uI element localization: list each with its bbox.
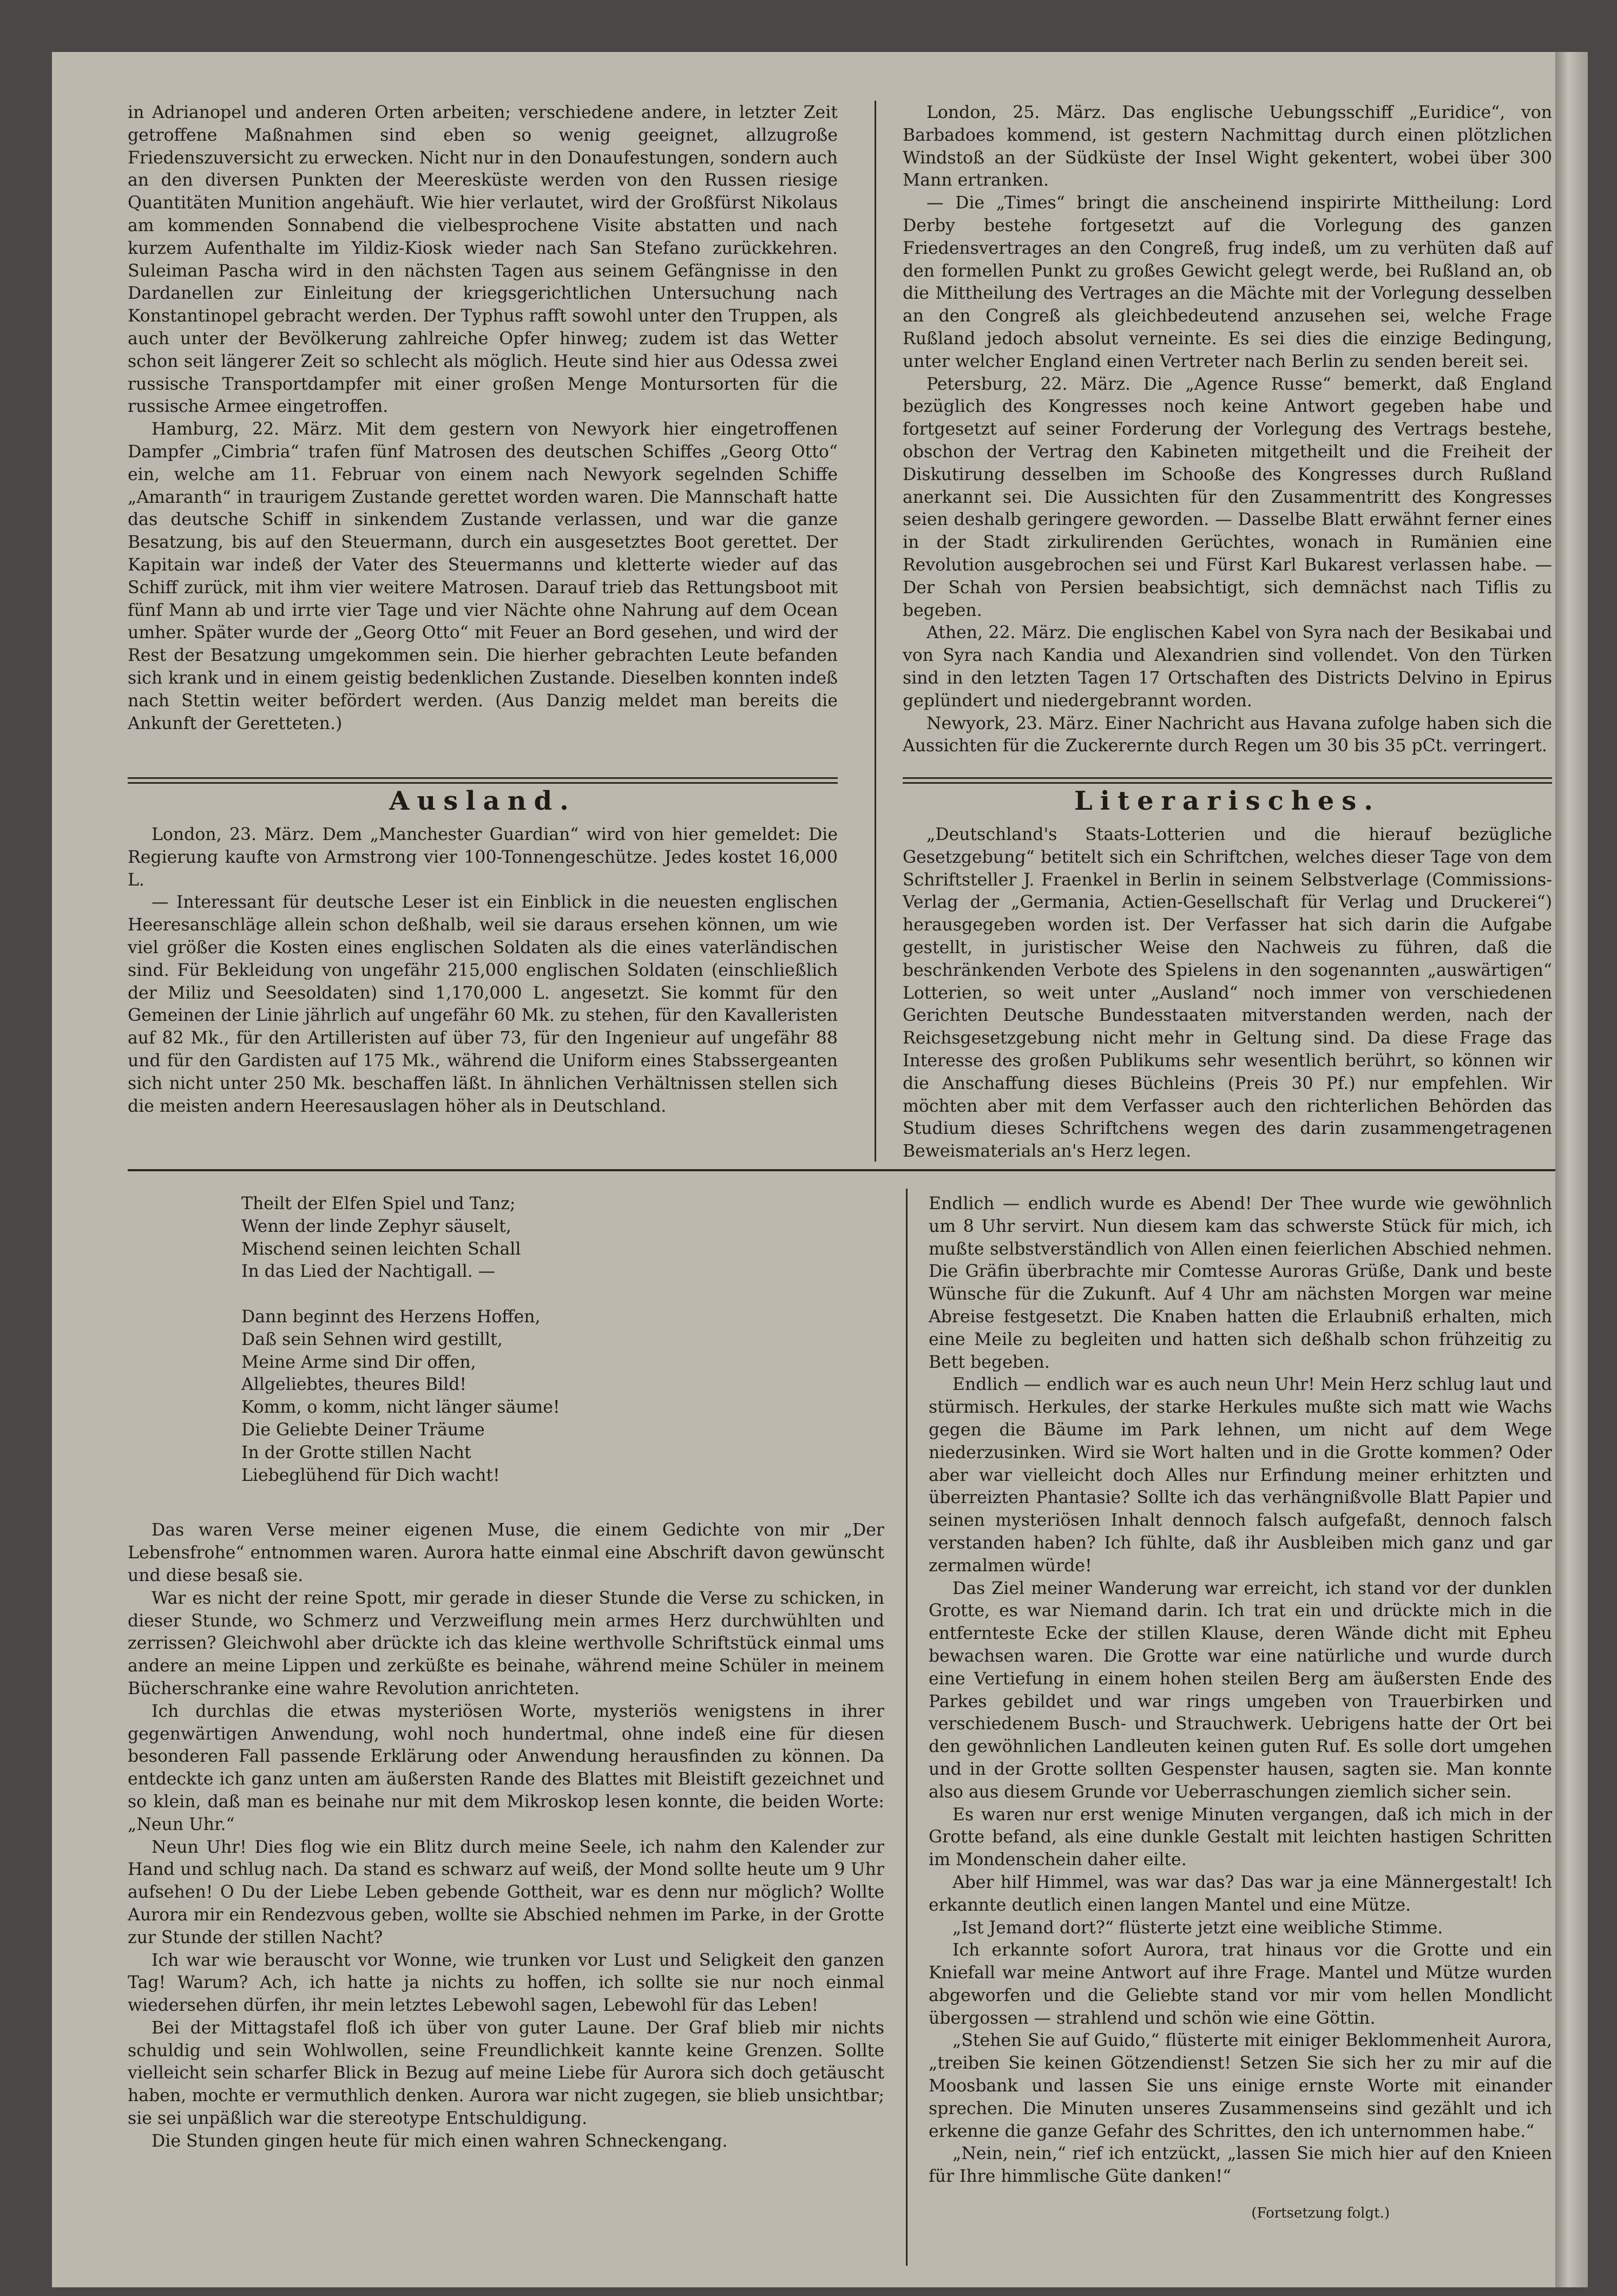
poem-line: Theilt der Elfen Spiel und Tanz; [241,1194,516,1213]
news-paragraph-petersburg: Petersburg, 22. März. Die „Agence Russe“ bemerkt, daß England bezüglich des Kongresses noch keine Antwort gegeben habe und fortgesetzt auf seiner Forderung der Vorlegung des Vertrags bestehe, obschon der Vertrag den Kabineten mitgetheilt und die Freiheit der Diskutirung desselben im Schooße des Kongresses durch Rußland anerkannt sei. Die Aussichten für den Zusammentritt des Kongresses seien deshalb geringere geworden. — Dasselbe Blatt erwähnt ferner eines in der Stadt zirkulirenden Gerüchtes, wonach in Rumänien eine Revolution ausgebrochen sei und Fürst Karl Bukarest verlassen habe. — Der Schah von Persien beabsichtigt, sich demnächst nach Tiflis zu begeben. [903,374,1552,620]
ausland-section [128,784,838,1118]
story-paragraph: Bei der Mittagstafel floß ich über von guter Laune. Der Graf blieb mir nichts schuldig und sein Wohlwollen, seine Freundlichkeit kannte keine Grenzen. Sollte vielleicht sein scharfer Blick in Bezug auf meine Liebe für Aurora sich doch getäuscht haben, mochte er vermuthlich denken. Aurora war nicht zugegen, sie blieb unsichtbar; sie sei unpäßlich war die stereotype Entschuldigung. [128,2018,884,2129]
poem-line: Daß sein Sehnen wird gestillt, [241,1329,503,1349]
story-paragraph: Ich erkannte sofort Aurora, trat hinaus vor die Grotte und ein Kniefall war meine Antwort auf ihre Frage. Mantel und Mütze wurden abgeworfen und die Geliebte stand vor mir vom hellen Mondlicht übergossen — strahlend und schön wie eine Göttin. [929,1940,1552,2028]
story-paragraph: „Stehen Sie auf Guido,“ flüsterte mit einiger Beklommenheit Aurora, „treiben Sie keinen Götzendienst! Setzen Sie sich her zu mir auf die Moosbank und lassen Sie uns einige ernste Worte mit einander sprechen. Die Minuten unseres Zusammenseins sind gezählt und ich erkenne die ganze Gefahr des Schrittes, den ich unternommen habe.“ [929,2031,1552,2141]
upper-left-column [128,102,838,735]
feuilleton-lower-left-column [128,1193,884,2153]
story-paragraph: Das waren Verse meiner eigenen Muse, die einem Gedichte von mir „Der Lebensfrohe“ entnommen waren. Aurora hatte einmal eine Abschrift davon gewünscht und diese besaß sie. [128,1520,884,1585]
poem-line: In der Grotte stillen Nacht [241,1442,471,1462]
news-paragraph-newyork: Newyork, 23. März. Einer Nachricht aus Havana zufolge haben sich die Aussichten für die Zuckerernte durch Regen um 30 bis 35 pCt. verringert. [903,713,1552,756]
story-paragraph: „Ist Jemand dort?“ flüsterte jetzt eine weibliche Stimme. [952,1918,1443,1938]
news-paragraph: — Interessant für deutsche Leser ist ein Einblick in die neuesten englischen Heeresanschläge allein schon deßhalb, weil sie daraus ersehen können, um wie viel größer die Kosten eines englischen Soldaten als die eines vaterländischen sind. Für Bekleidung von ungefähr 215,000 englischen Soldaten (einschließlich der Miliz und Seesoldaten) sind 1,170,000 L. angesetzt. Sie kommt für den Gemeinen der Linie jährlich auf ungefähr 60 Mk. zu stehen, für den Kavalleristen auf 82 Mk., für den Artilleristen auf über 73, für den Ingenieur auf ungefähr 88 und für den Gardisten auf 175 Mk., während die Uniform eines Stabssergeanten sich nicht unter 250 Mk. beschaffen läßt. In ähnlichen Verhältnissen stellen sich die meisten andern Heeresauslagen höher als in Deutschland. [128,893,838,1116]
poem-line: Liebeglühend für Dich wacht! [241,1465,500,1485]
page-binding-edge [1555,52,1588,2287]
section-heading-literarisches: Literarisches. [1074,786,1381,816]
poem-line: Komm, o komm, nicht länger säume! [241,1398,560,1418]
news-paragraph: in Adrianopel und anderen Orten arbeiten; verschiedene andere, in letzter Zeit getroffene Maßnahmen sind eben so wenig geeignet, allzugroße Friedenszuversicht zu erwecken. Nicht nur in den Donaufestungen, sondern auch an den diversen Punkten der Meeresküste werden von den Russen riesige Quantitäten Munition angehäuft. Wie hier verlautet, wird der Großfürst Nikolaus am kommenden Sonnabend die vielbesprochene Visite abstatten und nach kurzem Aufenthalte im Yildiz-Kiosk wieder nach San Stefano zurückkehren. Suleiman Pascha wird in den nächsten Tagen aus seinem Gefängnisse in den Dardanellen zur Einleitung der kriegsgerichtlichen Untersuchung nach Konstantinopel gebracht werden. Der Typhus rafft sowohl unter den Truppen, als auch unter der Bevölkerung zahlreiche Opfer hinweg; zudem ist das Wetter schon seit längerer Zeit so schlecht als möglich. Heute sind hier aus Odessa zwei russische Transportdampfer mit einer großen Menge Montursorten für die russische Armee eingetroffen. [128,103,838,417]
upper-right-column [903,102,1552,758]
section-divider [903,777,1552,784]
continuation-note: (Fortsetzung folgt.) [1251,2205,1390,2222]
story-paragraph: Das Ziel meiner Wanderung war erreicht, ich stand vor der dunklen Grotte, es war Niemand darin. Ich trat ein und drückte mich in die entfernteste Ecke der stillen Klause, deren Wände dicht mit Epheu bewachsen waren. Die Grotte war eine natürliche und wurde durch eine Vertiefung in einem hohen steilen Berg am äußersten Ende des Parkes gebildet und war rings umgeben von Trauerbirken und verschiedenem Busch- und Strauchwerk. Uebrigens hatte der Ort bei den gewöhnlichen Landleuten keinen guten Ruf. Es solle dort umgehen und in der Grotte sollten Gespenster hausen, sagten sie. Man konnte also aus diesem Grunde vor Ueberraschungen ziemlich sicher sein. [929,1578,1552,1802]
story-paragraph: Neun Uhr! Dies flog wie ein Blitz durch meine Seele, ich nahm den Kalender zur Hand und schlug nach. Da stand es schwarz auf weiß, der Mond sollte heute um 9 Uhr aufsehen! O Du der Liebe Leben gebende Gottheit, war es denn nur möglich? Wollte Aurora mir ein Rendezvous geben, wollte sie Abschied nehmen im Parke, in der Grotte zur Stunde der stillen Nacht? [128,1837,884,1947]
feuilleton-divider [128,1169,1567,1171]
poem-line: Wenn der linde Zephyr säuselt, [241,1216,511,1236]
poem [128,1193,884,1487]
section-heading-ausland: Ausland. [389,786,576,816]
story-paragraph: Aber hilf Himmel, was war das? Das war ja eine Männergestalt! Ich erkannte deutlich einen langen Mantel und eine Mütze. [929,1872,1552,1915]
story-paragraph: „Nein, nein,“ rief ich entzückt, „lassen Sie mich hier auf den Knieen für Ihre himmlische Güte danken!“ [929,2144,1552,2187]
poem-line: Meine Arme sind Dir offen, [241,1352,476,1372]
literarisches-section [903,784,1552,1163]
news-paragraph: „Deutschland's Staats-Lotterien und die hierauf bezügliche Gesetzgebung“ betitelt sich ein Schriftchen, welches dieser Tage von dem Schriftsteller J. Fraenkel in Berlin in seinem Selbstverlage (Commissions-Verlag der „Germania, Actien-Gesellschaft für Verlag und Druckerei“) herausgegeben worden ist. Der Verfasser hat sich darin die Aufgabe gestellt, in juristischer Weise den Nachweis zu führen, daß die beschränkenden Verbote des Spielens in den sogenannten „auswärtigen“ Lotterien, so weit unter „Ausland“ noch immer von verschiedenen Gerichten Deutsche Bundesstaaten mitverstanden werden, nach der Reichsgesetzgebung nicht mehr in Geltung sind. Da diese Frage das Interesse des großen Publikums sehr wesentlich berührt, so können wir die Anschaffung dieses Büchleins (Preis 30 Pf.) nur empfehlen. Wir möchten aber mit dem Verfasser auch den richterlichen Behörden das Studium dieses Schriftchens wegen des darin zusammengetragenen Beweismaterials an's Herz legen. [903,825,1552,1162]
news-paragraph-times: — Die „Times“ bringt die anscheinend inspirirte Mittheilung: Lord Derby bestehe fortgesetzt auf die Vorlegung des ganzen Friedensvertrages an den Congreß, frug indeß, um zu verhüten daß auf den formellen Punkt zu großes Gewicht gelegt werde, bei Rußland an, ob die Mittheilung des Vertrages an die Mächte mit der Vorlegung desselben an den Congreß als gleichbedeutend anzusehen sei, welche Frage Rußland jedoch absolut verneinte. Es sei dies die einzige Bedingung, unter welcher England einen Vertreter nach Berlin zu senden bereit sei. [903,193,1552,371]
news-paragraph: London, 23. März. Dem „Manchester Guardian“ wird von hier gemeldet: Die Regierung kaufte von Armstrong vier 100-Tonnengeschütze. Jedes kostet 16,000 L. [128,825,838,890]
story-paragraph: Endlich — endlich war es auch neun Uhr! Mein Herz schlug laut und stürmisch. Herkules, der starke Herkules mußte sich matt wie Wachs gegen die Bäume im Park lehnen, um nicht auf dem Wege niederzusinken. Wird sie Wort halten und in die Grotte kommen? Oder aber war vielleicht doch Alles nur Erfindung meiner erhitzten und überreizten Phantasie? Sollte ich das verhängnißvolle Blatt Papier und seinen mysteriösen Inhalt dennoch falsch aufgefaßt, dennoch falsch verstanden haben? Ich fühlte, daß ihr Ausbleiben mich ganz und gar zermalmen würde! [929,1375,1552,1576]
newspaper-page [52,52,1588,2287]
story-paragraph: Es waren nur erst wenige Minuten vergangen, daß ich mich in der Grotte befand, als eine dunkle Gestalt mit leichten hastigen Schritten im Mondenschein daher eilte. [929,1805,1552,1870]
column-divider [875,101,876,1162]
feuilleton-lower-right-column [929,1193,1552,2225]
section-divider [128,777,838,784]
column-divider [906,1189,908,2266]
story-paragraph: Ich durchlas die etwas mysteriösen Worte, mysteriös wenigstens in ihrer gegenwärtigen Anwendung, wohl noch hundertmal, ohne indeß eine für diesen besonderen Fall passende Erklärung oder Anwendung herausfinden zu können. Da entdeckte ich ganz unten am äußersten Rande des Blattes mit Bleistift gezeichnet und so klein, daß man es beinahe nur mit dem Mikroskop lesen konnte, die beiden Worte: „Neun Uhr.“ [128,1701,884,1834]
poem-line: Allgeliebtes, theures Bild! [241,1375,467,1395]
poem-line: Dann beginnt des Herzens Hoffen, [241,1307,541,1327]
poem-line: Mischend seinen leichten Schall [241,1239,521,1259]
poem-line: In das Lied der Nachtigall. — [241,1262,496,1282]
news-paragraph-hamburg: Hamburg, 22. März. Mit dem gestern von Newyork hier eingetroffenen Dampfer „Cimbria“ trafen fünf Matrosen des deutschen Schiffes „Georg Otto“ ein, welche am 11. Februar von einem nach Newyork segelnden Schiffe „Amaranth“ in traurigem Zustande gerettet worden waren. Die Mannschaft hatte das deutsche Schiff in sinkendem Zustande verlassen, und war die ganze Besatzung, bis auf den Steuermann, durch ein ausgesetztes Boot gerettet. Der Kapitain war indeß der Vater des Steuermanns und kletterte wieder auf das Schiff zurück, mit ihm vier weitere Matrosen. Darauf trieb das Rettungsboot mit fünf Mann ab und irrte vier Tage und vier Nächte ohne Nahrung auf dem Ocean umher. Später wurde der „Georg Otto“ mit Feuer an Bord gesehen, und wird der Rest der Besatzung umgekommen sein. Die hierher gebrachten Leute befanden sich krank und in einem geistig bedenklichen Zustande. Dieselben konnten indeß nach Stettin weiter befördert werden. (Aus Danzig meldet man bereits die Ankunft der Geretteten.) [128,419,838,733]
story-paragraph: Endlich — endlich wurde es Abend! Der Thee wurde wie gewöhnlich um 8 Uhr servirt. Nun diesem kam das schwerste Stück für mich, ich mußte selbstverständlich von Allen einen feierlichen Abschied nehmen. Die Gräfin überbrachte mir Comtesse Auroras Grüße, Dank und beste Wünsche für die Zukunft. Auf 4 Uhr am nächsten Morgen war meine Abreise festgesetzt. Die Knaben hatten die Erlaubniß erhalten, mich eine Meile zu begleiten und hatten sich deßhalb schon frühzeitig zu Bett begeben. [929,1194,1552,1372]
news-paragraph-athen: Athen, 22. März. Die englischen Kabel von Syra nach der Besikabai und von Syra nach Kandia und Alexandrien sind vollendet. Von den Türken sind in den letzten Tagen 17 Ortschaften des Districts Delvino in Epirus geplündert und niedergebrannt worden. [903,623,1552,711]
story-paragraph: Die Stunden gingen heute für mich einen wahren Schneckengang. [152,2131,728,2151]
news-paragraph-london: London, 25. März. Das englische Uebungsschiff „Euridice“, von Barbadoes kommend, ist gestern Nachmittag durch einen plötzlichen Windstoß an der Südküste der Insel Wight gekentert, wobei über 300 Mann ertranken. [903,103,1552,191]
poem-line: Die Geliebte Deiner Träume [241,1420,485,1440]
story-paragraph: Ich war wie berauscht vor Wonne, wie trunken vor Lust und Seligkeit den ganzen Tag! Warum? Ach, ich hatte ja nichts zu hoffen, ich sollte sie nur noch einmal wiedersehen dürfen, ihr mein letztes Lebewohl sagen, Lebewohl für das Leben! [128,1950,884,2016]
story-paragraph: War es nicht der reine Spott, mir gerade in dieser Stunde die Verse zu schicken, in dieser Stunde, wo Schmerz und Verzweiflung mein armes Herz durchwühlten und zerrissen? Gleichwohl aber drückte ich das kleine werthvolle Schriftstück einmal ums andere an meine Lippen und zerküßte es beinahe, während meine Schüler in meinem Bücherschranke eine wahre Revolution anrichteten. [128,1588,884,1698]
